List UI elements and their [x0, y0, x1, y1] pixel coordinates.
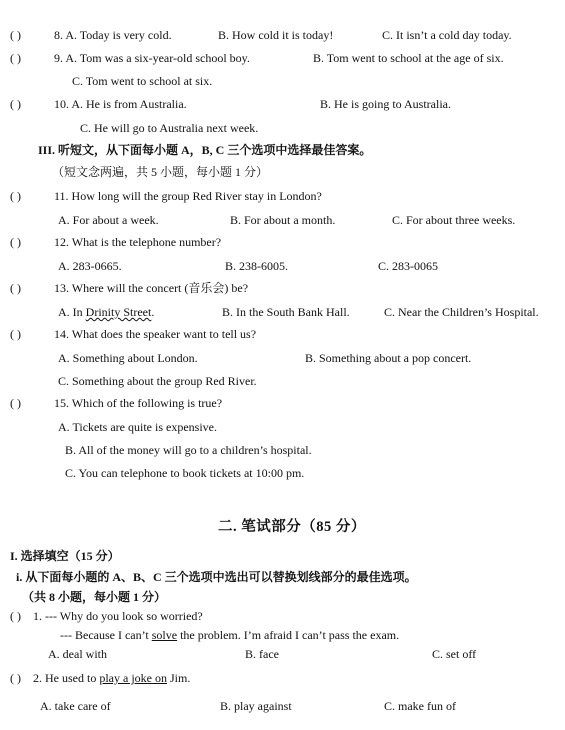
question-12-option-b: B. 238-6005.: [225, 259, 288, 273]
question-10-option-b: B. He is going to Australia.: [320, 97, 451, 111]
option-a-suffix: .: [151, 305, 155, 319]
section-2-title: 二. 笔试部分（85 分）: [218, 519, 366, 535]
question-14-option-b: B. Something about a pop concert.: [305, 351, 472, 365]
question-8-option-c: C. It isn’t a cold day today.: [382, 28, 512, 42]
written-question-1-stem: 1. --- Why do you look so worried?: [33, 609, 203, 623]
question-13-option-b: B. In the South Bank Hall.: [222, 305, 350, 319]
underlined-phrase: play a joke on: [99, 671, 167, 685]
part-i-subtitle: i. 从下面每小题的 A、B、C 三个选项中选出可以替换划线部分的最佳选项。: [16, 570, 417, 584]
answer-blank[interactable]: ( ): [10, 396, 21, 410]
question-11-option-c: C. For about three weeks.: [392, 213, 516, 227]
part-i-title: I. 选择填空（15 分）: [10, 549, 120, 563]
answer-blank[interactable]: ( ): [10, 671, 21, 685]
question-12-option-c: C. 283-0065: [378, 259, 438, 273]
answer-blank[interactable]: ( ): [10, 609, 21, 623]
question-14-option-a: A. Something about London.: [58, 351, 198, 365]
written-question-1-option-a: A. deal with: [48, 647, 107, 661]
underlined-word: solve: [151, 628, 178, 642]
answer-blank[interactable]: ( ): [10, 97, 21, 111]
stem-prefix: 2. He used to: [33, 671, 100, 685]
question-13-option-c: C. Near the Children’s Hospital.: [384, 305, 539, 319]
answer-prefix: --- Because I can’t: [60, 628, 152, 642]
question-13-option-a: [58, 304, 154, 320]
written-question-2-option-b: B. play against: [220, 699, 292, 713]
written-question-2-stem: [33, 670, 190, 686]
question-10-option-a: 10. A. He is from Australia.: [54, 97, 187, 111]
question-8-option-a: 8. A. Today is very cold.: [54, 28, 172, 42]
written-question-2-option-c: C. make fun of: [384, 699, 456, 713]
question-14-option-c: C. Something about the group Red River.: [58, 374, 257, 388]
written-question-1-answer: [60, 627, 399, 643]
question-10-option-c: C. He will go to Australia next week.: [80, 121, 259, 135]
question-15-option-a: A. Tickets are quite is expensive.: [58, 420, 217, 434]
part-i-note: （共 8 小题，每小题 1 分）: [22, 590, 167, 604]
question-14-stem: 14. What does the speaker want to tell us?: [54, 327, 257, 341]
question-11-option-a: A. For about a week.: [58, 213, 159, 227]
answer-suffix: the problem. I’m afraid I can’t pass the exam.: [177, 628, 400, 642]
question-13-stem: 13. Where will the concert (音乐会) be?: [54, 281, 249, 295]
question-15-stem: 15. Which of the following is true?: [54, 396, 223, 410]
question-15-option-b: B. All of the money will go to a children’s hospital.: [65, 443, 312, 457]
question-15-option-c: C. You can telephone to book tickets at 10:00 pm.: [65, 466, 305, 480]
question-12-stem: 12. What is the telephone number?: [54, 235, 222, 249]
question-9-option-c: C. Tom went to school at six.: [72, 74, 213, 88]
written-question-1-option-c: C. set off: [432, 647, 477, 661]
stem-suffix: Jim.: [166, 671, 191, 685]
answer-blank[interactable]: ( ): [10, 189, 21, 203]
question-12-option-a: A. 283-0665.: [58, 259, 122, 273]
written-question-1-option-b: B. face: [245, 647, 279, 661]
question-9-option-a: 9. A. Tom was a six-year-old school boy.: [54, 51, 250, 65]
answer-blank[interactable]: ( ): [10, 51, 21, 65]
option-a-prefix: A. In: [58, 305, 86, 319]
place-name-underlined: Drinity Street: [85, 305, 152, 319]
answer-blank[interactable]: ( ): [10, 281, 21, 295]
question-11-stem: 11. How long will the group Red River stay in London?: [54, 189, 322, 203]
written-question-2-option-a: A. take care of: [40, 699, 111, 713]
part-iii-note: （短文念两遍，共 5 小题，每小题 1 分）: [52, 165, 269, 179]
question-11-option-b: B. For about a month.: [230, 213, 336, 227]
answer-blank[interactable]: ( ): [10, 327, 21, 341]
part-iii-title: III. 听短文，从下面每小题 A，B, C 三个选项中选择最佳答案。: [38, 143, 372, 157]
answer-blank[interactable]: ( ): [10, 235, 21, 249]
question-9-option-b: B. Tom went to school at the age of six.: [313, 51, 504, 65]
answer-blank[interactable]: ( ): [10, 28, 21, 42]
question-8-option-b: B. How cold it is today!: [218, 28, 334, 42]
